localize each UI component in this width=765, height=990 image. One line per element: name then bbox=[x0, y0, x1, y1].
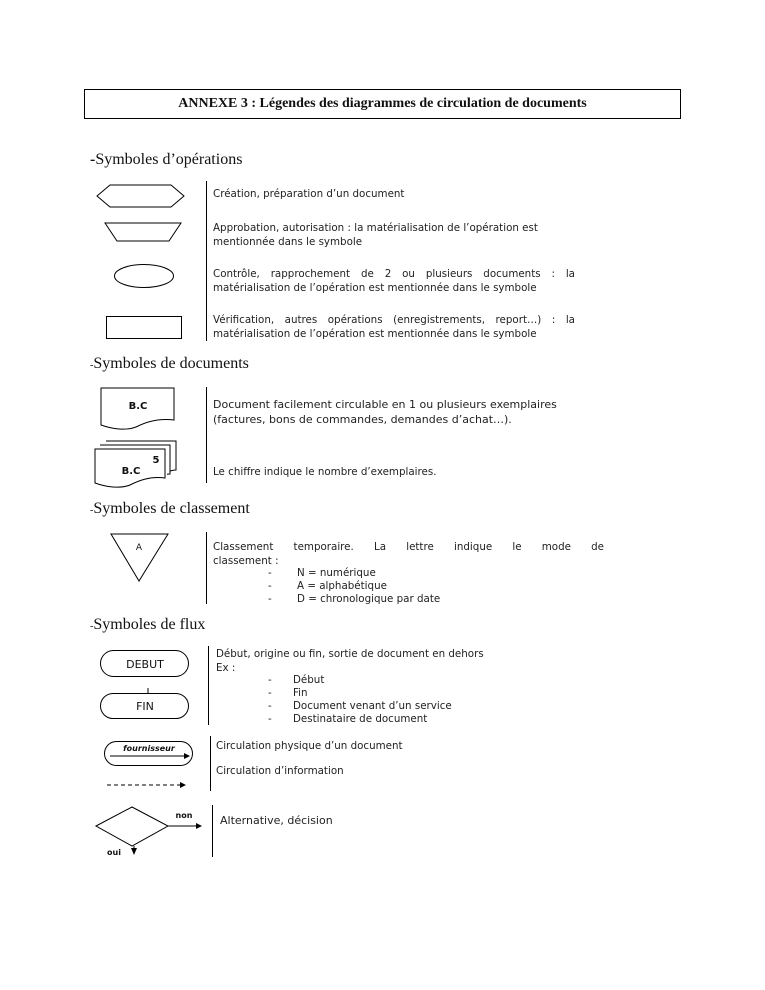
oval-symbol bbox=[113, 263, 175, 289]
terminator-symbols bbox=[100, 650, 190, 720]
flux-list-item-2: Fin bbox=[293, 687, 308, 699]
dashed-arrow-right-icon bbox=[180, 782, 186, 788]
rectangle-symbol bbox=[106, 316, 184, 340]
debut-label: DEBUT bbox=[126, 658, 164, 671]
flux-list-item-4: Destinataire de document bbox=[293, 713, 428, 725]
document-symbol bbox=[100, 387, 180, 431]
desc-origin: Début, origine ou fin, sortie de document en dehors Ex : bbox=[216, 648, 484, 674]
desc-document: Document facilement circulable en 1 ou plusieurs exemplaires (factures, bons de commandes, demandes d’achat…). bbox=[213, 398, 557, 426]
desc-physical-flow: Circulation physique d’un document bbox=[216, 740, 403, 752]
decision-non-label: non bbox=[175, 811, 193, 820]
flux-list-dash-3: - bbox=[268, 700, 272, 712]
flux-list-dash-1: - bbox=[268, 674, 272, 686]
arrow-right-icon bbox=[184, 753, 190, 759]
desc-verification: Vérification, autres opérations (enregistrements, report…) : la matérialisation de l’opération est mentionnée dans le symbole bbox=[213, 314, 575, 340]
hexagon-symbol bbox=[96, 184, 186, 208]
flux-list-item-3: Document venant d’un service bbox=[293, 700, 452, 712]
divider-flux-origin bbox=[208, 646, 209, 725]
flux-list-dash-4: - bbox=[268, 713, 272, 725]
multi-document-symbol bbox=[94, 440, 178, 488]
classement-list-item-1: N = numérique bbox=[297, 567, 376, 579]
classement-list-item-3: D = chronologique par date bbox=[297, 593, 441, 605]
document-label: B.C bbox=[128, 401, 148, 412]
divider-operations bbox=[206, 181, 207, 341]
desc-creation: Création, préparation d’un document bbox=[213, 188, 405, 200]
arrow-label: fournisseur bbox=[123, 744, 175, 753]
divider-decision bbox=[212, 805, 213, 857]
classement-list-dash-2: - bbox=[268, 580, 272, 592]
classement-list-dash-3: - bbox=[268, 593, 272, 605]
divider-documents bbox=[206, 387, 207, 483]
classement-list-item-2: A = alphabétique bbox=[297, 580, 387, 592]
multi-document-label: B.C bbox=[121, 466, 141, 477]
diamond-shape bbox=[96, 807, 168, 846]
trapezoid-symbol bbox=[104, 222, 182, 242]
divider-flux-circulation bbox=[210, 736, 211, 791]
divider-classement bbox=[206, 532, 207, 604]
section-heading-documents: -Symboles de documents bbox=[90, 355, 249, 372]
desc-controle: Contrôle, rapprochement de 2 ou plusieurs documents : la matérialisation de l’opération est mentionnée dans le symbole bbox=[213, 268, 575, 294]
flux-list-dash-2: - bbox=[268, 687, 272, 699]
classement-list-dash-1: - bbox=[268, 567, 272, 579]
arrow-oui-icon bbox=[131, 848, 137, 855]
circulation-symbols bbox=[104, 741, 204, 791]
desc-information-flow: Circulation d’information bbox=[216, 765, 344, 777]
arrow-non-icon bbox=[196, 823, 202, 829]
decision-symbol bbox=[94, 806, 206, 862]
triangle-symbol bbox=[110, 533, 170, 583]
fin-label: FIN bbox=[136, 700, 154, 713]
desc-classement: Classement temporaire. La lettre indique le mode de classement : bbox=[213, 541, 604, 567]
decision-oui-label: oui bbox=[107, 848, 121, 857]
desc-decision: Alternative, décision bbox=[220, 814, 333, 827]
triangle-letter: A bbox=[135, 543, 143, 553]
copies-count: 5 bbox=[152, 455, 160, 466]
desc-approbation: Approbation, autorisation : la matérialisation de l’opération est mentionnée dans le symbole bbox=[213, 222, 538, 248]
section-heading-flux: -Symboles de flux bbox=[90, 616, 206, 633]
section-heading-classement: -Symboles de classement bbox=[90, 500, 250, 517]
desc-multi-document: Le chiffre indique le nombre d’exemplaires. bbox=[213, 466, 437, 478]
annex-title: ANNEXE 3 : Légendes des diagrammes de circulation de documents bbox=[84, 89, 681, 119]
section-heading-operations: -Symboles d’opérations bbox=[90, 151, 243, 168]
flux-list-item-1: Début bbox=[293, 674, 325, 686]
